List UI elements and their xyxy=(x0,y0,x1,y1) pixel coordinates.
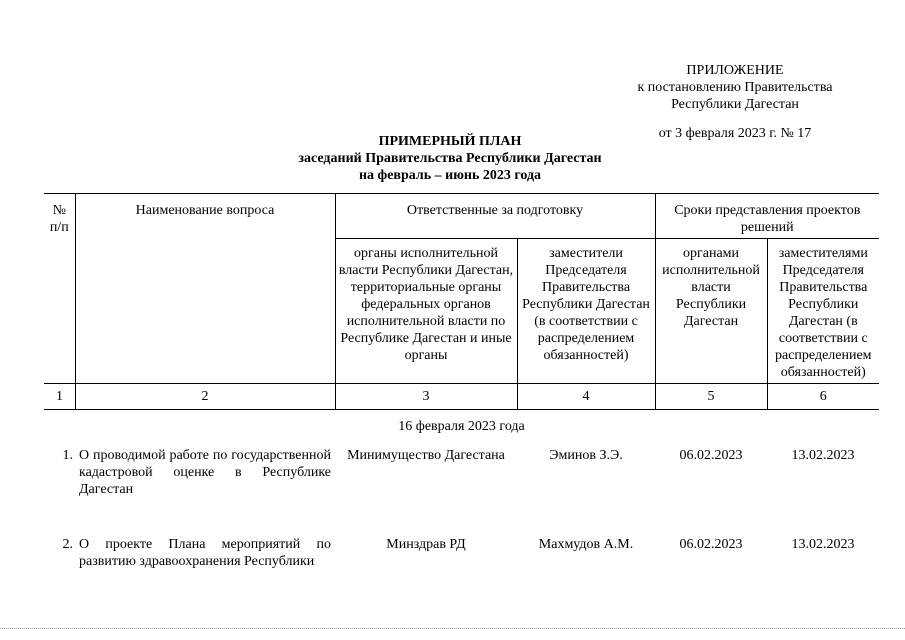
header-responsible: Ответственные за подготовку xyxy=(335,194,655,239)
table-row xyxy=(44,500,879,572)
column-number: 1 xyxy=(44,384,75,410)
item-responsible-deputy: Эминов З.Э. xyxy=(549,448,623,463)
section-date-row xyxy=(44,410,879,442)
appendix-block xyxy=(560,62,905,142)
section-date: 16 февраля 2023 года xyxy=(398,419,525,434)
plan-title-line: заседаний Правительства Республики Дагестан xyxy=(298,151,602,166)
appendix-date: от 3 февраля 2023 г. № 17 xyxy=(658,126,812,141)
item-date-deputies: 13.02.2023 xyxy=(791,537,855,552)
item-responsible-deputy: Махмудов А.М. xyxy=(538,537,634,552)
plan-title-line: на февраль – июнь 2023 года xyxy=(358,168,542,183)
header-responsible-deputies: заместители Председателя Правительства Республики Дагестан (в соответствии с распределением обязанностей) xyxy=(517,239,655,384)
item-date-deputies: 13.02.2023 xyxy=(791,448,855,463)
item-date-bodies: 06.02.2023 xyxy=(679,448,743,463)
appendix-title: ПРИЛОЖЕНИЕ xyxy=(686,63,784,78)
column-number: 5 xyxy=(655,384,767,410)
column-number: 6 xyxy=(767,384,879,410)
appendix-line: Республики Дагестан xyxy=(671,97,799,112)
header-deadline-bodies: органами исполнительной власти Республики Дагестан xyxy=(655,239,767,384)
plan-title xyxy=(150,133,750,184)
header-deadlines: Сроки представления проектов решений xyxy=(655,194,879,239)
header-num: № п/п xyxy=(44,194,75,384)
column-number: 2 xyxy=(75,384,335,410)
header-deadline-deputies: заместителями Председателя Правительства Республики Дагестан (в соответствии с распределением обязанностей) xyxy=(767,239,879,384)
plan-title-line: ПРИМЕРНЫЙ ПЛАН xyxy=(378,134,522,149)
item-number: 2. xyxy=(62,537,73,552)
plan-table xyxy=(44,193,879,572)
item-number: 1. xyxy=(62,448,73,463)
table-row xyxy=(44,441,879,500)
appendix-line: к постановлению Правительства xyxy=(637,80,833,95)
header-name: Наименование вопроса xyxy=(75,194,335,384)
column-number: 3 xyxy=(335,384,517,410)
header-responsible-bodies: органы исполнительной власти Республики Дагестан, территориальные органы федеральных органов исполнительной власти по Республике Дагестан и иные органы xyxy=(335,239,517,384)
item-date-bodies: 06.02.2023 xyxy=(679,537,743,552)
item-responsible-body: Минздрав РД xyxy=(386,537,466,552)
column-number: 4 xyxy=(517,384,655,410)
item-name: О проекте Плана мероприятий по развитию здравоохранения Республики xyxy=(79,537,331,569)
item-responsible-body: Минимущество Дагестана xyxy=(347,448,505,463)
page-bottom-divider xyxy=(0,628,905,629)
item-name: О проводимой работе по государственной кадастровой оценке в Республике Дагестан xyxy=(79,448,331,497)
